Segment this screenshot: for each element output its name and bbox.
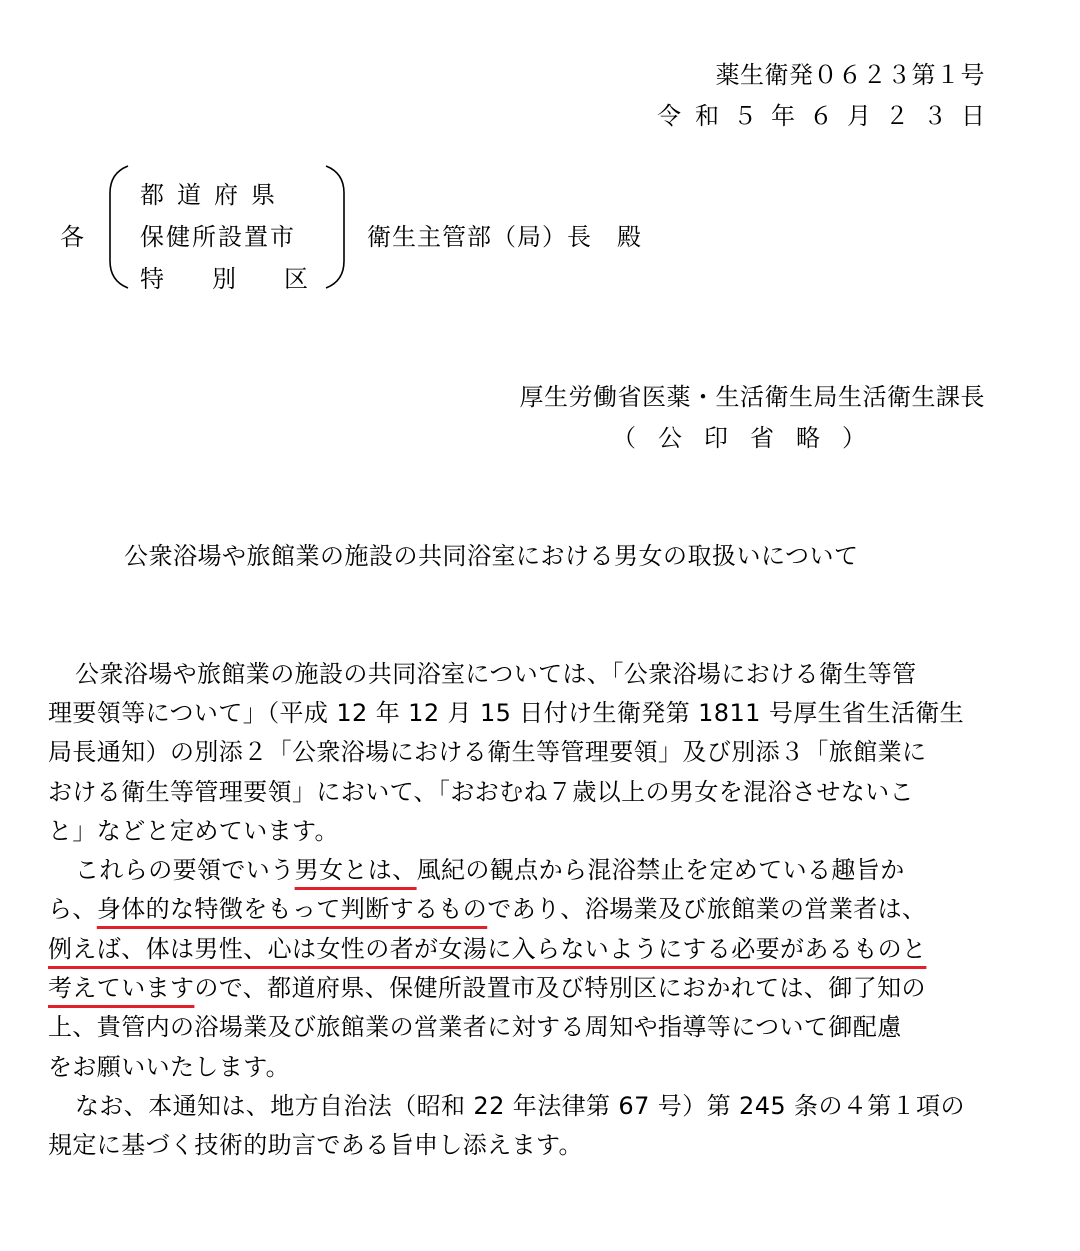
addressee-title: 衛生主管部（局）長 殿 [367,223,642,251]
recipient-special-wards: 特別区 [140,265,356,293]
underlined-text: 例えば、体は男性、心は女性の者が女湯に入らないようにする必要があるものと [48,935,927,963]
body-line: 局長通知）の別添２「公衆浴場における衛生等管理要領」及び別添３「旅館業に [48,738,927,766]
body-text: 風紀の観点から混浴禁止を定めている趣旨か [416,856,905,884]
right-brace [322,163,352,291]
underlined-text: 身体的な特徴をもって判断するもの [96,895,488,923]
body-text: であり、浴場業及び旅館業の営業者は、 [487,895,927,923]
body-line [75,850,905,885]
recipient-health-center-cities: 保健所設置市 [140,223,296,251]
underlined-text: 男女とは、 [294,856,417,884]
body-line: なお、本通知は、地方自治法（昭和 22 年法律第 67 号）第 245 条の４第１項の [75,1092,965,1120]
addressee-prefix: 各 [60,223,85,251]
underlined-text: 考えています [48,974,195,1002]
subject-title: 公衆浴場や旅館業の施設の共同浴室における男女の取扱いについて [124,542,859,570]
body-line [48,968,926,1003]
document-date: 令和５年６月２３日 [657,102,999,130]
body-line: をお願いいたします。 [48,1053,291,1081]
sender-name: 厚生労働省医薬・生活衛生局生活衛生課長 [519,383,985,411]
body-line [48,929,926,964]
body-line [48,889,926,924]
body-line: 理要領等について」（平成 12 年 12 月 15 日付け生衛発第 1811 号厚生省生活衛生 [48,699,965,727]
seal-omitted-note: （公印省略） [612,424,888,452]
body-line: 上、貴管内の浴場業及び旅館業の営業者に対する周知や指導等について御配慮 [48,1013,902,1041]
body-text: これらの要領でいう [75,856,295,884]
recipient-prefectures: 都道府県 [140,181,288,209]
body-line: と」などと定めています。 [48,817,339,845]
body-text: ので、都道府県、保健所設置市及び特別区におかれては、御了知の [194,974,926,1002]
body-line: 公衆浴場や旅館業の施設の共同浴室については、「公衆浴場における衛生等管 [75,660,917,688]
body-line: おける衛生等管理要領」において、「おおむね７歳以上の男女を混浴させないこ [48,778,914,806]
left-brace [102,163,132,291]
document-number: 薬生衛発０６２３第１号 [715,61,985,89]
body-text: ら、 [48,895,97,923]
body-line: 規定に基づく技術的助言である旨申し添えます。 [48,1131,583,1159]
